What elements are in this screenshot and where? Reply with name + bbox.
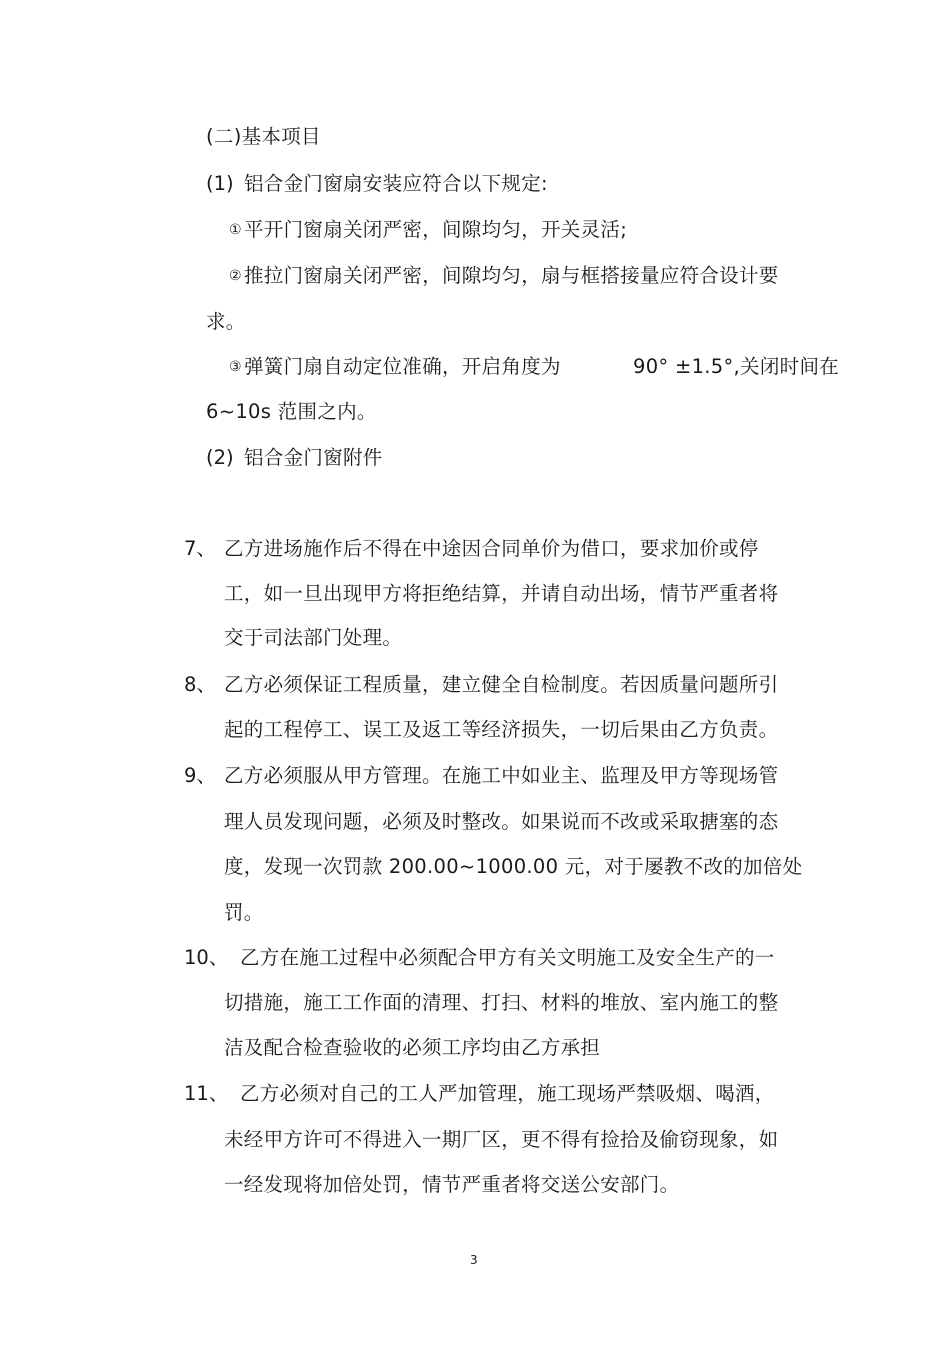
clause-number-8: 8、: [184, 673, 216, 696]
item-label-1: (1): [206, 172, 234, 195]
clause-10-line-2: 切措施，施工工作面的清理、打扫、材料的堆放、室内施工的整: [224, 991, 779, 1014]
clause-9-line-3: 度，发现一次罚款 200.00~1000.00 元，对于屡教不改的加倍处: [224, 855, 803, 878]
sub-text-1: 平开门窗扇关闭严密，间隙均匀，开关灵活;: [244, 218, 628, 241]
clause-8-line-1: 乙方必须保证工程质量，建立健全自检制度。若因质量问题所引: [224, 673, 779, 696]
clause-10-line-1: 乙方在施工过程中必须配合甲方有关文明施工及安全生产的一: [240, 946, 775, 969]
sub-text-2-line1: 推拉门窗扇关闭严密，间隙均匀，扇与框搭接量应符合设计要: [244, 264, 779, 287]
clause-number-9: 9、: [184, 764, 216, 787]
clause-11-line-1: 乙方必须对自己的工人严加管理，施工现场严禁吸烟、喝酒，: [240, 1082, 775, 1105]
page-number: 3: [470, 1253, 478, 1267]
sub-text-3-line1b: 90° ±1.5°,关闭时间在: [633, 355, 840, 378]
item-label-2: (2): [206, 446, 234, 469]
clause-9-line-4: 罚。: [224, 901, 264, 924]
clause-11-line-3: 一经发现将加倍处罚，情节严重者将交送公安部门。: [224, 1173, 680, 1196]
sub-text-3-line2: 6~10s 范围之内。: [206, 400, 377, 423]
sub-text-3-line1a: 弹簧门扇自动定位准确，开启角度为: [244, 355, 561, 378]
clause-number-10: 10、: [184, 946, 229, 969]
clause-number-11: 11、: [184, 1082, 229, 1105]
sub-text-2-line2: 求。: [206, 310, 246, 333]
item-text-1: 铝合金门窗扇安装应符合以下规定:: [244, 172, 548, 195]
sub-marker-3: ③: [229, 359, 242, 375]
clause-9-line-2: 理人员发现问题，必须及时整改。如果说而不改或采取搪塞的态: [224, 810, 779, 833]
sub-marker-2: ②: [229, 268, 242, 284]
clause-7-line-1: 乙方进场施作后不得在中途因合同单价为借口，要求加价或停: [224, 537, 759, 560]
item-text-2: 铝合金门窗附件: [244, 446, 383, 469]
clause-number-7: 7、: [184, 537, 216, 560]
clause-7-line-3: 交于司法部门处理。: [224, 626, 403, 649]
clause-10-line-3: 洁及配合检查验收的必须工序均由乙方承担: [224, 1036, 601, 1059]
section-heading: (二)基本项目: [206, 125, 321, 148]
clause-11-line-2: 未经甲方许可不得进入一期厂区，更不得有捡拾及偷窃现象，如: [224, 1128, 779, 1151]
clause-7-line-2: 工，如一旦出现甲方将拒绝结算，并请自动出场，情节严重者将: [224, 582, 779, 605]
sub-marker-1: ①: [229, 222, 242, 238]
clause-9-line-1: 乙方必须服从甲方管理。在施工中如业主、监理及甲方等现场管: [224, 764, 779, 787]
clause-8-line-2: 起的工程停工、误工及返工等经济损失，一切后果由乙方负责。: [224, 718, 779, 741]
